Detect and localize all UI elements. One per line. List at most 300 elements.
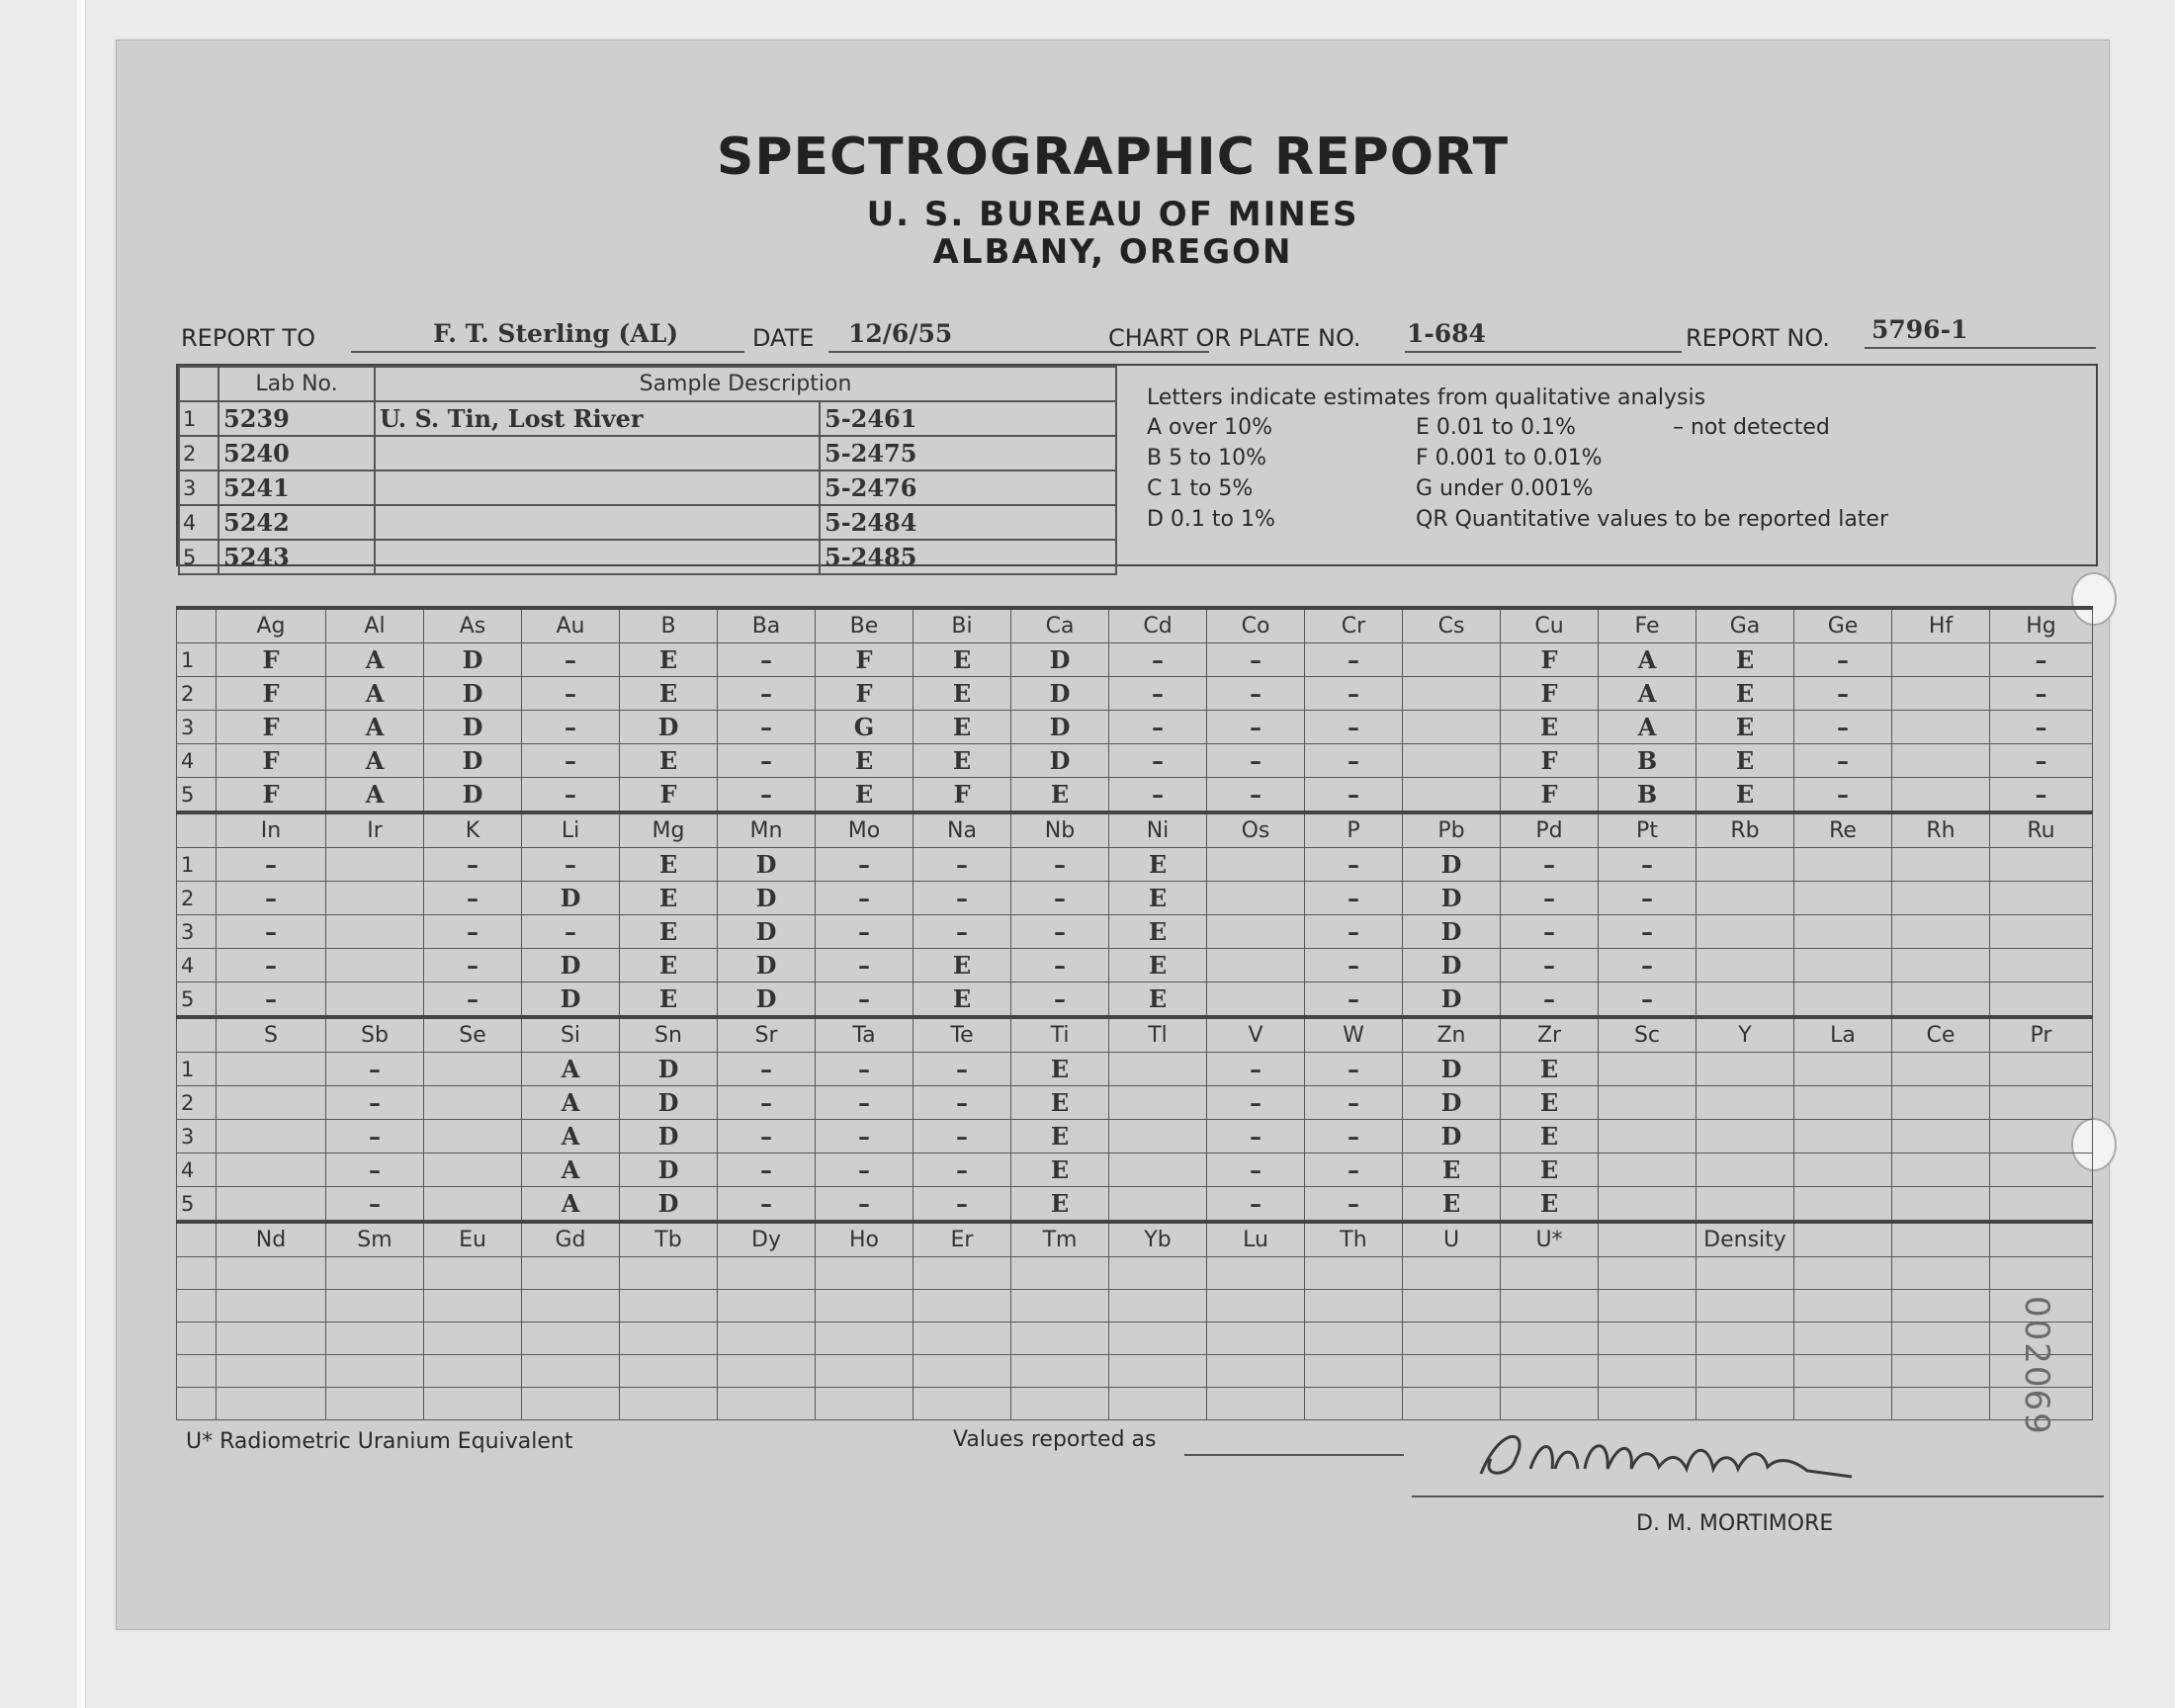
element-value: – xyxy=(1207,1120,1305,1153)
element-value: – xyxy=(326,1086,424,1120)
element-value xyxy=(326,1323,424,1355)
element-value: – xyxy=(914,1120,1011,1153)
element-value: – xyxy=(816,1187,914,1223)
element-value: – xyxy=(1794,711,1892,744)
element-value: – xyxy=(914,1187,1011,1223)
element-value: – xyxy=(1207,677,1305,711)
lab-no-header: Lab No. xyxy=(218,367,375,401)
element-value: E xyxy=(816,778,914,813)
element-value xyxy=(620,1323,718,1355)
element-value xyxy=(1696,1257,1794,1290)
element-value: – xyxy=(1990,744,2093,778)
element-value xyxy=(424,1187,522,1223)
element-value-row xyxy=(177,677,2093,711)
element-value: E xyxy=(914,982,1011,1018)
element-value xyxy=(718,1323,816,1355)
element-value: – xyxy=(1599,848,1696,882)
element-value: – xyxy=(1207,1153,1305,1187)
legend-g: G under 0.001% xyxy=(1416,476,1594,501)
element-value: – xyxy=(914,1086,1011,1120)
element-value xyxy=(1892,711,1990,744)
element-value xyxy=(1599,1355,1696,1388)
element-value: – xyxy=(1794,677,1892,711)
element-value: D xyxy=(620,1187,718,1223)
element-value: E xyxy=(816,744,914,778)
row-number: 1 xyxy=(177,643,217,677)
element-value xyxy=(1696,982,1794,1018)
element-value xyxy=(1696,1290,1794,1323)
element-value: D xyxy=(620,1053,718,1086)
bureau-name: U. S. BUREAU OF MINES xyxy=(866,195,1359,234)
element-value-row xyxy=(177,882,2093,915)
element-value: – xyxy=(1305,1187,1403,1223)
element-value: E xyxy=(1109,915,1207,949)
sample-description-header: Sample Description xyxy=(375,367,1116,401)
element-value-row xyxy=(177,744,2093,778)
sample-description xyxy=(375,436,820,470)
element-value: A xyxy=(326,744,424,778)
element-value xyxy=(1011,1323,1109,1355)
element-value: F xyxy=(816,677,914,711)
element-header: Ru xyxy=(1990,812,2093,848)
element-header: Pb xyxy=(1403,812,1501,848)
element-value xyxy=(326,1257,424,1290)
element-value xyxy=(217,1187,326,1223)
element-value xyxy=(424,1120,522,1153)
element-value-row xyxy=(177,1053,2093,1086)
element-value: – xyxy=(718,711,816,744)
element-value xyxy=(1892,677,1990,711)
element-value xyxy=(1109,1053,1207,1086)
element-value-row xyxy=(177,1257,2093,1290)
legend-not-detected: – not detected xyxy=(1673,415,1830,440)
element-value: – xyxy=(914,1053,1011,1086)
element-header-row xyxy=(177,1222,2093,1257)
row-num-header xyxy=(177,1222,217,1257)
element-header: Cr xyxy=(1305,608,1403,643)
element-value: – xyxy=(1305,643,1403,677)
sample-description xyxy=(375,540,820,574)
element-value xyxy=(1599,1290,1696,1323)
element-value: F xyxy=(1501,778,1599,813)
element-value: – xyxy=(1990,711,2093,744)
element-value: D xyxy=(1403,1086,1501,1120)
element-value xyxy=(1794,1355,1892,1388)
element-value xyxy=(1207,915,1305,949)
element-header: B xyxy=(620,608,718,643)
sample-code: 5-2461 xyxy=(820,401,1116,436)
element-value xyxy=(1696,1120,1794,1153)
row-number xyxy=(177,1290,217,1323)
element-value xyxy=(1892,1053,1990,1086)
element-header: Tl xyxy=(1109,1017,1207,1053)
legend-b: B 5 to 10% xyxy=(1147,446,1267,470)
element-value xyxy=(718,1257,816,1290)
element-value: – xyxy=(1207,778,1305,813)
element-value xyxy=(1794,1053,1892,1086)
element-value xyxy=(424,1153,522,1187)
element-value xyxy=(1599,1053,1696,1086)
row-number: 5 xyxy=(177,778,217,813)
element-value-row xyxy=(177,1290,2093,1323)
report-no-line xyxy=(1865,347,2096,349)
element-value xyxy=(620,1290,718,1323)
element-value xyxy=(217,1257,326,1290)
element-header: Er xyxy=(914,1222,1011,1257)
element-value xyxy=(522,1290,620,1323)
element-value xyxy=(1696,1153,1794,1187)
element-value: E xyxy=(1011,1153,1109,1187)
element-header: Eu xyxy=(424,1222,522,1257)
element-value xyxy=(1794,1086,1892,1120)
element-value: – xyxy=(326,1153,424,1187)
signer-name: D. M. MORTIMORE xyxy=(1636,1511,1834,1536)
element-value: – xyxy=(1990,643,2093,677)
element-value xyxy=(1696,1187,1794,1223)
element-value: – xyxy=(1109,677,1207,711)
element-value xyxy=(1990,1187,2093,1223)
element-value xyxy=(326,1355,424,1388)
row-number xyxy=(177,1388,217,1420)
element-value: – xyxy=(1305,1053,1403,1086)
row-number: 3 xyxy=(177,915,217,949)
element-header: Fe xyxy=(1599,608,1696,643)
sample-row-number: 4 xyxy=(179,505,218,540)
element-value: – xyxy=(718,1187,816,1223)
element-header: Sn xyxy=(620,1017,718,1053)
element-value xyxy=(620,1355,718,1388)
sample-code: 5-2476 xyxy=(820,470,1116,505)
element-value: F xyxy=(816,643,914,677)
element-value: – xyxy=(1501,882,1599,915)
element-header: Dy xyxy=(718,1222,816,1257)
element-value: – xyxy=(424,882,522,915)
element-value xyxy=(1794,915,1892,949)
element-value: – xyxy=(718,1053,816,1086)
sample-row-number: 5 xyxy=(179,540,218,574)
sample-description: U. S. Tin, Lost River xyxy=(375,401,820,436)
element-value xyxy=(718,1388,816,1420)
element-header: In xyxy=(217,812,326,848)
sample-code: 5-2485 xyxy=(820,540,1116,574)
element-header: Li xyxy=(522,812,620,848)
element-value: – xyxy=(326,1187,424,1223)
element-header: Pd xyxy=(1501,812,1599,848)
sample-description xyxy=(375,470,820,505)
element-value: A xyxy=(1599,711,1696,744)
element-value: F xyxy=(914,778,1011,813)
element-value xyxy=(1990,1153,2093,1187)
element-value xyxy=(1403,711,1501,744)
element-header: Tb xyxy=(620,1222,718,1257)
element-value: – xyxy=(1305,882,1403,915)
element-grid xyxy=(176,606,2093,1420)
element-header: U xyxy=(1403,1222,1501,1257)
element-value xyxy=(1794,1187,1892,1223)
element-value xyxy=(1501,1323,1599,1355)
element-value: – xyxy=(1305,1153,1403,1187)
serial-stamp: 002069 xyxy=(2017,1296,2056,1436)
element-value xyxy=(914,1257,1011,1290)
element-value: E xyxy=(620,643,718,677)
element-value xyxy=(1892,778,1990,813)
element-value: D xyxy=(1011,677,1109,711)
element-value xyxy=(424,1290,522,1323)
element-value: – xyxy=(1305,915,1403,949)
element-header: Mn xyxy=(718,812,816,848)
element-value xyxy=(1892,1187,1990,1223)
element-value: – xyxy=(1990,778,2093,813)
element-value: A xyxy=(326,677,424,711)
row-number: 2 xyxy=(177,882,217,915)
element-value: D xyxy=(620,711,718,744)
element-value: – xyxy=(1011,915,1109,949)
element-value-row xyxy=(177,778,2093,813)
signature xyxy=(1461,1419,1906,1489)
element-value: B xyxy=(1599,778,1696,813)
element-header: Ba xyxy=(718,608,816,643)
element-value: E xyxy=(1011,1086,1109,1120)
element-header xyxy=(1599,1222,1696,1257)
element-value: – xyxy=(1305,778,1403,813)
element-value xyxy=(1892,1086,1990,1120)
element-value: F xyxy=(1501,744,1599,778)
row-number: 5 xyxy=(177,982,217,1018)
chart-plate-line xyxy=(1405,351,1682,353)
element-header: Ga xyxy=(1696,608,1794,643)
element-value: – xyxy=(1794,778,1892,813)
element-value xyxy=(1696,1053,1794,1086)
element-header-row xyxy=(177,1017,2093,1053)
element-value xyxy=(1207,1355,1305,1388)
element-value: – xyxy=(1305,1120,1403,1153)
legend-a: A over 10% xyxy=(1147,415,1272,440)
row-number: 2 xyxy=(177,677,217,711)
element-value xyxy=(1501,1290,1599,1323)
element-value xyxy=(424,1388,522,1420)
element-value-row xyxy=(177,1120,2093,1153)
element-value xyxy=(217,1388,326,1420)
element-header: Lu xyxy=(1207,1222,1305,1257)
sample-lab-no: 5240 xyxy=(218,436,375,470)
element-value: – xyxy=(718,778,816,813)
sample-code: 5-2475 xyxy=(820,436,1116,470)
legend-qr: QR Quantitative values to be reported later xyxy=(1416,507,1889,532)
row-number: 3 xyxy=(177,711,217,744)
element-value: – xyxy=(1011,848,1109,882)
element-value: – xyxy=(718,1153,816,1187)
element-value: E xyxy=(1501,1120,1599,1153)
element-value: – xyxy=(1109,778,1207,813)
sample-rows xyxy=(179,401,1116,574)
element-value xyxy=(718,1355,816,1388)
element-value xyxy=(1305,1257,1403,1290)
element-value: E xyxy=(620,982,718,1018)
report-to-label: REPORT TO xyxy=(181,324,315,352)
element-value xyxy=(217,1290,326,1323)
element-header xyxy=(1990,1222,2093,1257)
element-value: – xyxy=(816,882,914,915)
element-value xyxy=(1696,1323,1794,1355)
element-header: Pr xyxy=(1990,1017,2093,1053)
element-value xyxy=(1794,1388,1892,1420)
element-value xyxy=(1403,1388,1501,1420)
element-value: – xyxy=(522,643,620,677)
element-value xyxy=(914,1355,1011,1388)
element-value: – xyxy=(522,848,620,882)
element-value: – xyxy=(1305,677,1403,711)
element-value xyxy=(1109,1120,1207,1153)
element-header: Th xyxy=(1305,1222,1403,1257)
element-value xyxy=(217,1086,326,1120)
element-value: D xyxy=(424,711,522,744)
element-value xyxy=(1403,1323,1501,1355)
element-value xyxy=(1403,778,1501,813)
element-value: – xyxy=(217,848,326,882)
element-value xyxy=(1696,1388,1794,1420)
element-header xyxy=(1794,1222,1892,1257)
element-value-row xyxy=(177,1323,2093,1355)
element-value: – xyxy=(1501,982,1599,1018)
element-value xyxy=(914,1290,1011,1323)
element-value: – xyxy=(1109,744,1207,778)
element-header: Zn xyxy=(1403,1017,1501,1053)
element-value xyxy=(1501,1355,1599,1388)
element-header: Ni xyxy=(1109,812,1207,848)
element-value xyxy=(1990,882,2093,915)
element-value: E xyxy=(620,677,718,711)
element-header: W xyxy=(1305,1017,1403,1053)
element-header: Sm xyxy=(326,1222,424,1257)
element-value xyxy=(326,1290,424,1323)
element-value xyxy=(217,1053,326,1086)
element-value: E xyxy=(1501,1053,1599,1086)
element-value: E xyxy=(1109,882,1207,915)
scanner-edge xyxy=(77,0,86,1708)
element-value xyxy=(1207,982,1305,1018)
element-value xyxy=(1892,848,1990,882)
report-no-label: REPORT NO. xyxy=(1686,324,1830,352)
element-value xyxy=(1599,1187,1696,1223)
element-value xyxy=(1696,1355,1794,1388)
element-value: E xyxy=(620,744,718,778)
element-value xyxy=(1794,1323,1892,1355)
element-value: D xyxy=(1011,711,1109,744)
element-value xyxy=(620,1257,718,1290)
element-value xyxy=(1207,949,1305,982)
element-value: – xyxy=(718,744,816,778)
element-value: – xyxy=(522,677,620,711)
element-value: D xyxy=(718,982,816,1018)
element-header: Sc xyxy=(1599,1017,1696,1053)
element-value: E xyxy=(914,677,1011,711)
element-value xyxy=(816,1355,914,1388)
report-to-value: F. T. Sterling (AL) xyxy=(433,319,679,348)
element-value: F xyxy=(217,677,326,711)
element-value: – xyxy=(1305,711,1403,744)
element-value: D xyxy=(1403,982,1501,1018)
element-header: P xyxy=(1305,812,1403,848)
values-reported-line xyxy=(1184,1454,1404,1456)
element-value: E xyxy=(914,643,1011,677)
element-value: – xyxy=(816,848,914,882)
report-title: SPECTROGRAPHIC REPORT xyxy=(716,128,1510,187)
element-value: – xyxy=(816,1086,914,1120)
element-value: – xyxy=(1305,949,1403,982)
element-header: Yb xyxy=(1109,1222,1207,1257)
element-value: – xyxy=(816,1153,914,1187)
element-value: D xyxy=(1403,915,1501,949)
element-header: Mg xyxy=(620,812,718,848)
element-value xyxy=(424,1355,522,1388)
sample-description xyxy=(375,505,820,540)
element-value: – xyxy=(1207,643,1305,677)
element-value: A xyxy=(1599,677,1696,711)
element-value: E xyxy=(1696,643,1794,677)
element-value xyxy=(1892,1355,1990,1388)
element-header: Ti xyxy=(1011,1017,1109,1053)
element-value: F xyxy=(217,744,326,778)
element-header: V xyxy=(1207,1017,1305,1053)
legend-d: D 0.1 to 1% xyxy=(1147,507,1275,532)
element-value: – xyxy=(914,848,1011,882)
element-value: – xyxy=(718,1120,816,1153)
element-value xyxy=(217,1120,326,1153)
element-header: Se xyxy=(424,1017,522,1053)
element-value: D xyxy=(522,949,620,982)
element-value xyxy=(1109,1388,1207,1420)
element-header: Hg xyxy=(1990,608,2093,643)
element-value xyxy=(816,1290,914,1323)
element-header: Density xyxy=(1696,1222,1794,1257)
element-value-row xyxy=(177,982,2093,1018)
element-header: K xyxy=(424,812,522,848)
element-value: – xyxy=(1305,848,1403,882)
sample-row-number: 1 xyxy=(179,401,218,436)
element-value xyxy=(1794,1290,1892,1323)
element-header: Cd xyxy=(1109,608,1207,643)
element-value xyxy=(1892,915,1990,949)
element-value: – xyxy=(1794,744,1892,778)
element-value xyxy=(424,1053,522,1086)
element-value xyxy=(816,1323,914,1355)
element-value: D xyxy=(424,744,522,778)
element-value: – xyxy=(326,1053,424,1086)
element-value: – xyxy=(816,1053,914,1086)
element-header: Ag xyxy=(217,608,326,643)
element-value: E xyxy=(620,949,718,982)
element-value: – xyxy=(1305,1086,1403,1120)
element-value xyxy=(1990,915,2093,949)
element-value: D xyxy=(522,882,620,915)
element-value: – xyxy=(718,677,816,711)
element-value: – xyxy=(1207,1086,1305,1120)
element-value: – xyxy=(424,949,522,982)
element-value xyxy=(1696,1086,1794,1120)
element-value xyxy=(1696,949,1794,982)
element-value xyxy=(1794,949,1892,982)
row-num-header xyxy=(179,367,218,401)
element-value xyxy=(1990,982,2093,1018)
element-value: G xyxy=(816,711,914,744)
element-value: – xyxy=(1011,949,1109,982)
element-header: Cs xyxy=(1403,608,1501,643)
element-value xyxy=(1109,1187,1207,1223)
values-reported-label: Values reported as xyxy=(953,1427,1157,1452)
element-header: As xyxy=(424,608,522,643)
element-value: D xyxy=(718,915,816,949)
element-value: E xyxy=(1011,778,1109,813)
